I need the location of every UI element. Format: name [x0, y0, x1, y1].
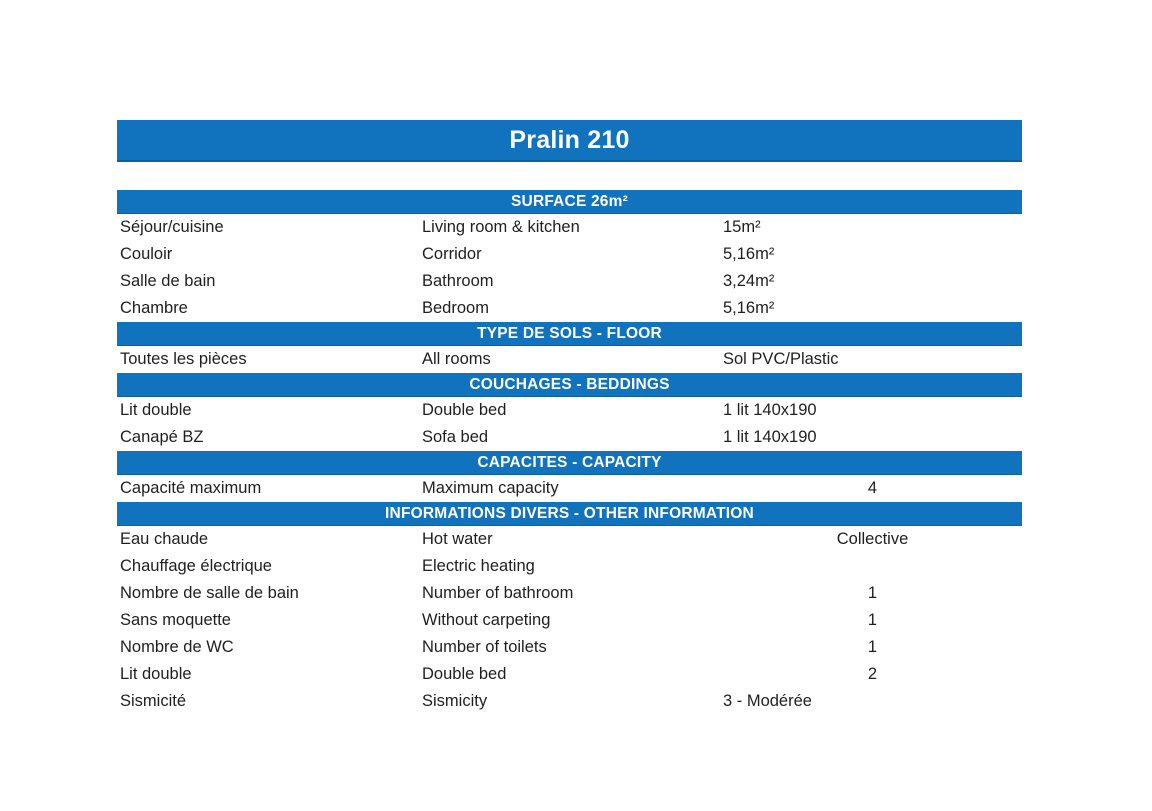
table-row: [117, 553, 1022, 580]
table-row: [117, 268, 1022, 295]
label-fr: Chauffage électrique: [120, 557, 272, 575]
row-value: 2: [867, 665, 878, 683]
label-en: Double bed: [422, 665, 507, 683]
label-fr: Toutes les pièces: [120, 350, 247, 368]
section-header-surface: [117, 190, 1022, 214]
table-row: [117, 214, 1022, 241]
section-capacity: [117, 451, 1022, 502]
row-value: 4: [867, 479, 878, 497]
row-value: 3 - Modérée: [723, 692, 812, 710]
row-value: 1: [867, 611, 878, 629]
label-en: Hot water: [422, 530, 493, 548]
section-header-capacity: [117, 451, 1022, 475]
row-value: 5,16m²: [723, 245, 775, 263]
label-en: Sismicity: [422, 692, 488, 710]
table-row: [117, 634, 1022, 661]
label-en: Maximum capacity: [422, 479, 559, 497]
table-row: [117, 661, 1022, 688]
label-en: Sofa bed: [422, 428, 489, 446]
label-fr: Lit double: [120, 665, 192, 683]
section-beddings: [117, 373, 1022, 451]
label-en: Number of toilets: [422, 638, 547, 656]
label-en: Bedroom: [422, 299, 489, 317]
label-fr: Séjour/cuisine: [120, 218, 224, 236]
row-value: 15m²: [723, 218, 761, 236]
table-row: [117, 526, 1022, 553]
section-header-other-information: [117, 502, 1022, 526]
spacer: [117, 162, 1022, 190]
row-value: Collective: [836, 530, 909, 548]
label-en: Number of bathroom: [422, 584, 574, 602]
row-value: 3,24m²: [723, 272, 775, 290]
section-floor: [117, 322, 1022, 373]
table-row: [117, 580, 1022, 607]
table-row: [117, 475, 1022, 502]
label-fr: Nombre de WC: [120, 638, 234, 656]
label-fr: Canapé BZ: [120, 428, 204, 446]
section-header-label: COUCHAGES - BEDDINGS: [469, 375, 670, 393]
table-row: [117, 295, 1022, 322]
label-en: All rooms: [422, 350, 491, 368]
label-fr: Nombre de salle de bain: [120, 584, 299, 602]
section-header-floor: [117, 322, 1022, 346]
label-fr: Capacité maximum: [120, 479, 262, 497]
row-value: 1 lit 140x190: [723, 428, 817, 446]
label-fr: Lit double: [120, 401, 192, 419]
label-fr: Eau chaude: [120, 530, 209, 548]
label-en: Without carpeting: [422, 611, 551, 629]
spec-sheet: [117, 120, 1022, 715]
section-header-label: SURFACE 26m²: [511, 192, 628, 210]
row-value: 1: [867, 584, 878, 602]
label-fr: Chambre: [120, 299, 188, 317]
section-surface: [117, 190, 1022, 322]
label-en: Living room & kitchen: [422, 218, 580, 236]
table-row: [117, 397, 1022, 424]
row-value: 1 lit 140x190: [723, 401, 817, 419]
title-bar: [117, 120, 1022, 162]
page-title: Pralin 210: [509, 125, 630, 154]
row-value: 1: [867, 638, 878, 656]
label-fr: Sans moquette: [120, 611, 231, 629]
label-en: Corridor: [422, 245, 482, 263]
section-header-label: CAPACITES - CAPACITY: [477, 453, 662, 471]
section-header-label: TYPE DE SOLS - FLOOR: [477, 324, 662, 342]
label-en: Double bed: [422, 401, 507, 419]
table-row: [117, 346, 1022, 373]
row-value: Sol PVC/Plastic: [723, 350, 839, 368]
row-value: 5,16m²: [723, 299, 775, 317]
section-header-beddings: [117, 373, 1022, 397]
section-header-label: INFORMATIONS DIVERS - OTHER INFORMATION: [385, 504, 754, 522]
table-row: [117, 424, 1022, 451]
label-fr: Couloir: [120, 245, 173, 263]
label-en: Bathroom: [422, 272, 494, 290]
table-row: [117, 241, 1022, 268]
table-row: [117, 607, 1022, 634]
table-row: [117, 688, 1022, 715]
label-fr: Sismicité: [120, 692, 187, 710]
section-other-information: [117, 502, 1022, 715]
label-fr: Salle de bain: [120, 272, 216, 290]
label-en: Electric heating: [422, 557, 535, 575]
